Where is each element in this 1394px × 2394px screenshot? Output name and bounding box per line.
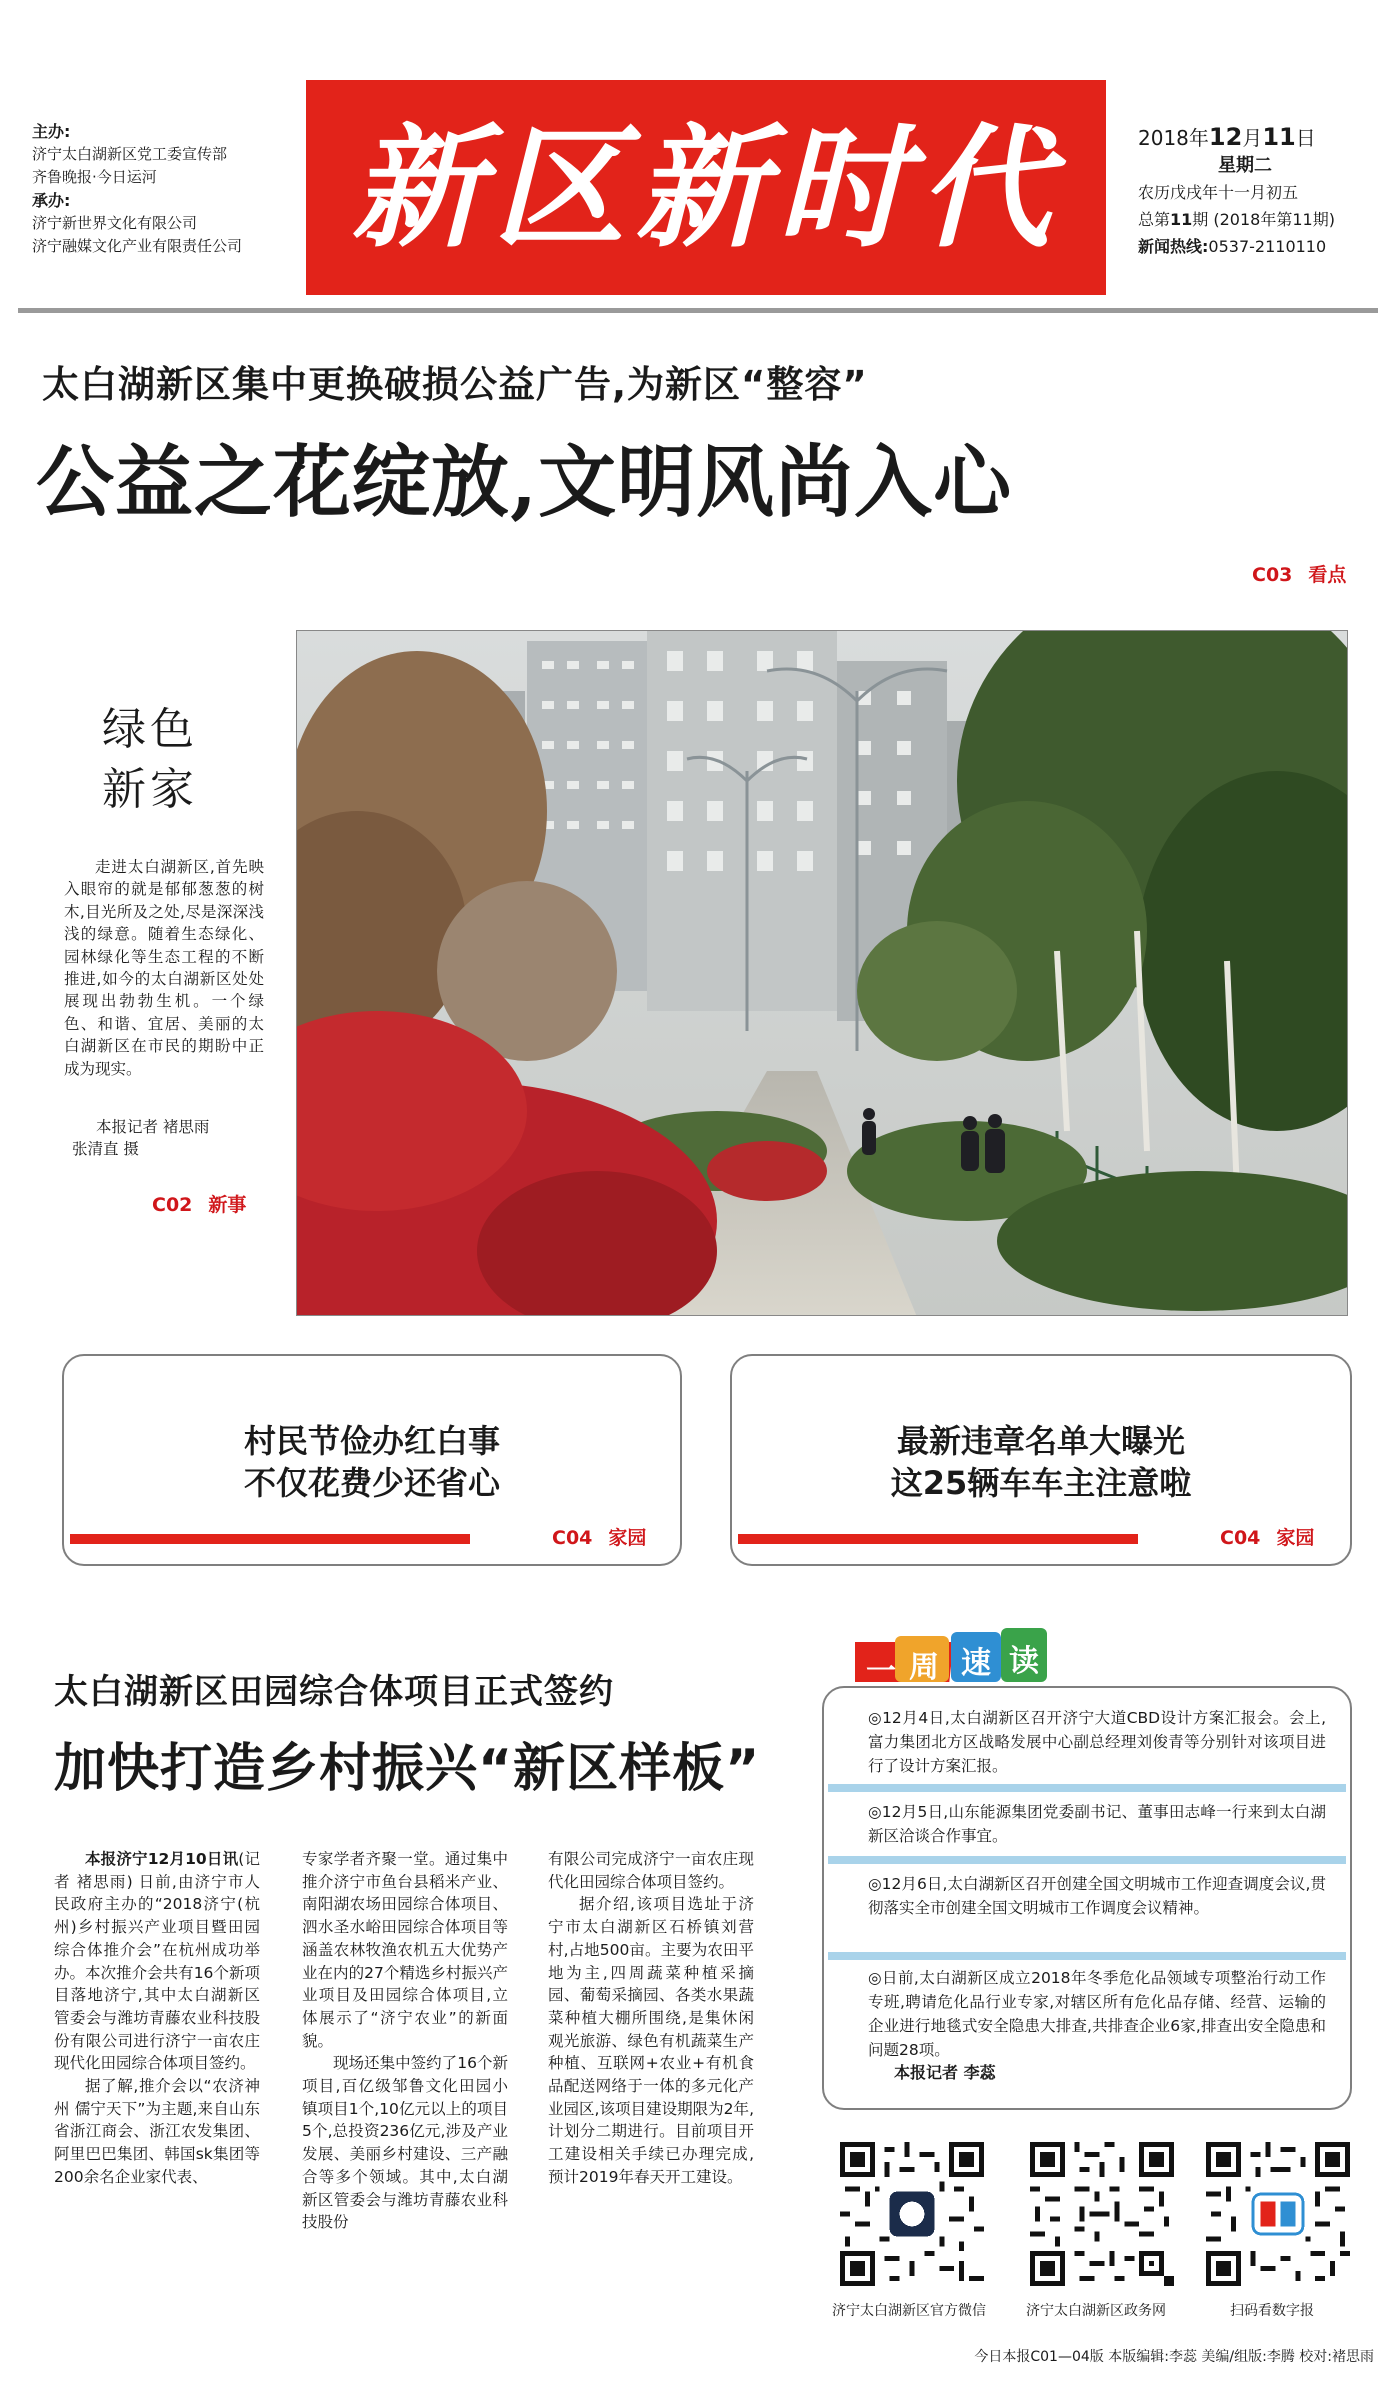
photo-credit: 本报记者 褚思雨 张清直 摄 (72, 1118, 210, 1158)
teaser-page-ref[interactable]: C04 家园 (552, 1527, 647, 1549)
weekly-item: ◎日前,太白湖新区成立2018年冬季危化品领域专项整治行动工作专班,聘请危化品行业专家,对辖区所有危化品存储、经营、运输的企业进行地毯式安全隐患大排查,共排查企业6家,排查出安全隐患和问题28项。 (868, 1969, 1326, 2059)
organizer-label: 承办: (32, 191, 71, 210)
article-column: 本报济宁12月10日讯(记者 褚思雨) 日前,由济宁市人民政府主办的“2018济宁(杭州)乡村振兴产业项目暨田园综合体推介会”在杭州成功举办。本次推介会共有16个新项目落地济宁,其中太白湖新区管委会与潍坊青藤农业科技股份有限公司进行济宁一亩农庄现代化田园综合体项目签约。 据了解,推介会以“农济神州 儒宁天下”为主题,来自山东省浙江商会、浙江农发集团、阿里巴巴集团、韩国sk集团等200余名企业家代表、 (54, 1850, 260, 2186)
teaser-accent-bar (70, 1534, 470, 1544)
qr-code-digital-paper[interactable] (1206, 2142, 1350, 2286)
qr-label: 济宁太白湖新区官方微信 (832, 2303, 986, 2319)
article-column: 专家学者齐聚一堂。通过集中推介济宁市鱼台县稻米产业、南阳湖农场田园综合体项目、泗水圣水峪田园综合体项目等涵盖农林牧渔农机五大优势产业在内的27个精选乡村振兴产业项目及田园综合体项目,立体展示了“济宁农业”的新面貌。 现场还集中签约了16个新项目,百亿级邹鲁文化田园小镇项目1个,10亿元以上的项目5个,总投资236亿元,涉及产业发展、美丽乡村建设、三产融合等多个领域。其中,太白湖新区管委会与潍坊青藤农业科技股份 (302, 1850, 508, 2232)
teaser-title: 村民节俭办红白事 不仅花费少还省心 (243, 1422, 500, 1502)
qr-label: 济宁太白湖新区政务网 (1026, 2303, 1166, 2319)
organizer-name: 济宁新世界文化有限公司 (32, 214, 198, 232)
teaser-card[interactable] (730, 1354, 1352, 1566)
lead-kicker: 太白湖新区集中更换破损公益广告,为新区“整容” (42, 363, 868, 406)
weekly-separator (828, 1784, 1346, 1792)
date-block (1138, 124, 1378, 260)
photo-caption: 走进太白湖新区,首先映入眼帘的就是郁郁葱葱的树木,目光所及之处,尽是深深浅浅的绿意。随着生态绿化、园林绿化等生态工程的不断推进,如今的太白湖新区处处展现出勃勃生机。一个绿色、和谐、宜居、美丽的太白湖新区在市民的期盼中正成为现实。 (64, 858, 264, 1078)
paper-title: 新区新时代 (351, 111, 1061, 266)
weekly-separator (828, 1952, 1346, 1960)
sponsor-name: 济宁太白湖新区党工委宣传部 (32, 145, 228, 163)
qr-code-gov-site[interactable] (1030, 2142, 1174, 2286)
teaser-card[interactable] (62, 1354, 682, 1566)
dateline: 本报济宁12月10日讯 (85, 1850, 239, 1868)
masthead-divider (18, 308, 1378, 313)
article-column: 有限公司完成济宁一亩农庄现代化田园综合体项目签约。 据介绍,该项目选址于济宁市太白湖新区石桥镇刘营村,占地500亩。主要为农田平地为主,四周蔬菜种植采摘园、葡萄采摘园、各类水果蔬菜种植大棚所围绕,是集休闲观光旅游、绿色有机蔬菜生产种植、互联网+农业+有机食品配送网络于一体的多元化产业园区,该项目建设期限为2年,计划分二期进行。目前项目开工建设相关手续已办理完成,预计2019年春天开工建设。 (548, 1850, 754, 2186)
badge-char: 速 (961, 1646, 991, 1681)
teaser-accent-bar (738, 1534, 1138, 1544)
organizer-name: 济宁融媒文化产业有限责任公司 (32, 237, 243, 255)
second-kicker: 太白湖新区田园综合体项目正式签约 (54, 1672, 614, 1712)
photo-page-ref[interactable]: C02 新事 (152, 1194, 247, 1216)
weekly-brief-badge (855, 1628, 1047, 1689)
page-footer: 今日本报C01—04版 本版编辑:李蕊 美编/组版:李腾 校对:褚思雨 (974, 2349, 1374, 2365)
qr-label: 扫码看数字报 (1230, 2303, 1314, 2319)
weekly-item: ◎12月6日,太白湖新区召开创建全国文明城市工作迎查调度会议,贯彻落实全市创建全国文明城市工作调度会议精神。 (868, 1875, 1326, 1917)
photo-story-title: 绿色 新家 (102, 704, 198, 815)
weekday: 星期二 (1218, 155, 1272, 176)
lunar-date: 农历戊戌年十一月初五 (1138, 183, 1299, 202)
masthead-logo (306, 80, 1106, 295)
badge-char: 周 (909, 1650, 939, 1685)
badge-char: 一 (866, 1654, 896, 1689)
green-new-home-photo (296, 630, 1348, 1316)
sponsor-block (32, 120, 322, 258)
publication-date: 2018年12月11日 (1138, 123, 1316, 151)
news-hotline: 新闻热线:0537-2110110 (1138, 237, 1327, 256)
weekly-reporter: 本报记者 李蕊 (894, 2063, 996, 2082)
sponsor-label: 主办: (32, 122, 71, 141)
weekly-item: ◎12月5日,山东能源集团党委副书记、董事田志峰一行来到太白湖新区洽谈合作事宜。 (868, 1803, 1326, 1845)
second-headline: 加快打造乡村振兴“新区样板” (54, 1739, 761, 1799)
qr-code-wechat[interactable] (840, 2142, 984, 2286)
lead-headline: 公益之花绽放,文明风尚入心 (36, 437, 1013, 528)
teaser-page-ref[interactable]: C04 家园 (1220, 1527, 1315, 1549)
issue-number: 总第11期 (2018年第11期) (1138, 210, 1335, 229)
lead-page-ref[interactable]: C03 看点 (1252, 564, 1347, 586)
sponsor-name: 齐鲁晚报·今日运河 (32, 168, 157, 186)
weekly-separator (828, 1856, 1346, 1864)
teaser-title: 最新违章名单大曝光 这25辆车车主注意啦 (890, 1422, 1192, 1502)
badge-char: 读 (1009, 1644, 1039, 1679)
weekly-item: ◎12月4日,太白湖新区召开济宁大道CBD设计方案汇报会。会上,富力集团北方区战略发展中心副总经理刘俊青等分别针对该项目进行了设计方案汇报。 (868, 1709, 1326, 1775)
